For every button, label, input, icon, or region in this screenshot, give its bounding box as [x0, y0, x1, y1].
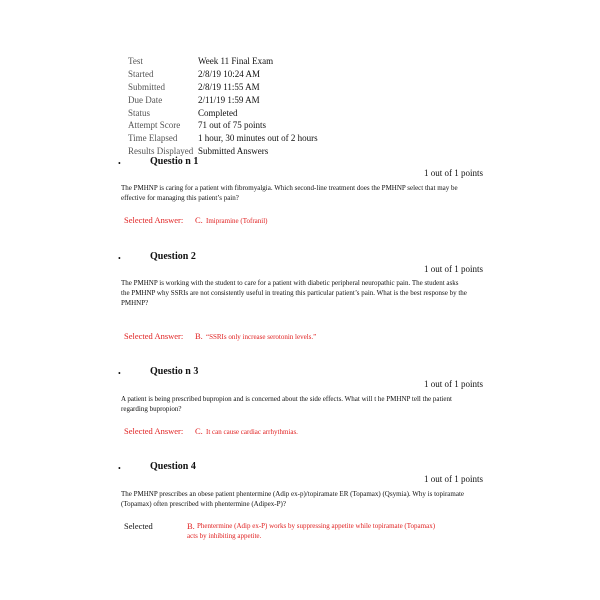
summary-row-status [128, 106, 318, 119]
summary-value: 2/8/19 10:24 AM [198, 69, 261, 80]
selected-answer-label: Selected [124, 521, 153, 531]
summary-label: Attempt Score [128, 120, 181, 131]
summary-label: Submitted [128, 81, 166, 92]
summary-label: Status [128, 107, 151, 118]
bullet-icon: • [118, 369, 121, 378]
question-title: Question 4 [150, 461, 196, 472]
summary-label: Time Elapsed [128, 133, 178, 144]
question-title: Question 2 [150, 251, 196, 262]
answer-letter: B. [187, 521, 195, 531]
summary-label: Started [128, 69, 154, 80]
summary-value: 71 out of 75 points [198, 120, 267, 131]
summary-label: Results Displayed [128, 145, 194, 156]
selected-answer: Phentermine (Adip ex-P) works by suppressing appetite while topiramate (Topamax) [197, 522, 436, 530]
selected-answer-label: Selected Answer: [124, 426, 184, 436]
summary-value: Completed [198, 107, 238, 118]
bullet-icon: • [118, 464, 121, 473]
question-text: The PMHNP is working with the student to care for a patient with diabetic peripheral neuropathic pain. The student asks the PMHNP why SSRIs are not consistently useful in treating this particular patient’s pain. What is the best response by the PMHNP? [121, 279, 467, 307]
summary-row-submitted [128, 81, 318, 94]
summary-value: Submitted Answers [198, 145, 269, 156]
question-title: Questio n 1 [150, 156, 199, 167]
summary-value: 2/8/19 11:55 AM [198, 81, 260, 92]
selected-answer-label: Selected Answer: [124, 331, 184, 341]
question-text: A patient is being prescribed bupropion and is concerned about the side effects. What will t he PMHNP tell the patient regarding bupropion? [121, 395, 452, 413]
summary-row-attempt-score [128, 119, 318, 132]
question-points: 1 out of 1 points [423, 264, 483, 274]
question-title: Questio n 3 [150, 366, 199, 377]
selected-answer: Imipramine (Tofranil) [206, 217, 268, 225]
bullet-icon: • [118, 159, 121, 168]
summary-row-due-date [128, 93, 318, 106]
answer-letter: C. [195, 426, 203, 436]
answer-letter: C. [195, 215, 203, 225]
question-points: 1 out of 1 points [423, 168, 483, 178]
question-points: 1 out of 1 points [423, 379, 483, 389]
selected-answer: It can cause cardiac arrhythmias. [206, 428, 298, 436]
question-points: 1 out of 1 points [423, 474, 483, 484]
bullet-icon: • [118, 254, 121, 263]
selected-answer-label: Selected Answer: [124, 215, 184, 225]
summary-row-test [128, 55, 318, 68]
summary-label: Test [128, 56, 143, 67]
attempt-summary [128, 55, 318, 157]
question-text: The PMHNP is caring for a patient with fibromyalgia. Which second-line treatment does the PMHNP select that may be effective for managing this patient’s pain? [121, 184, 458, 202]
answer-letter: B. [195, 331, 203, 341]
selected-answer: “SSRIs only increase serotonin levels.” [206, 333, 317, 341]
summary-row-started [128, 68, 318, 81]
summary-value: 1 hour, 30 minutes out of 2 hours [198, 133, 318, 144]
summary-label: Due Date [128, 94, 163, 105]
summary-value: 2/11/19 1:59 AM [198, 94, 260, 105]
selected-answer-continued: acts by inhibiting appetite. [187, 532, 262, 540]
summary-row-time-elapsed [128, 132, 318, 145]
question-text: The PMHNP prescribes an obese patient phentermine (Adip ex-p)/topiramate ER (Topamax) (Qsymia). Why is topiramate (Topamax) often prescribed with phentermine (Adipex-P)? [121, 490, 464, 508]
summary-value: Week 11 Final Exam [198, 56, 274, 67]
